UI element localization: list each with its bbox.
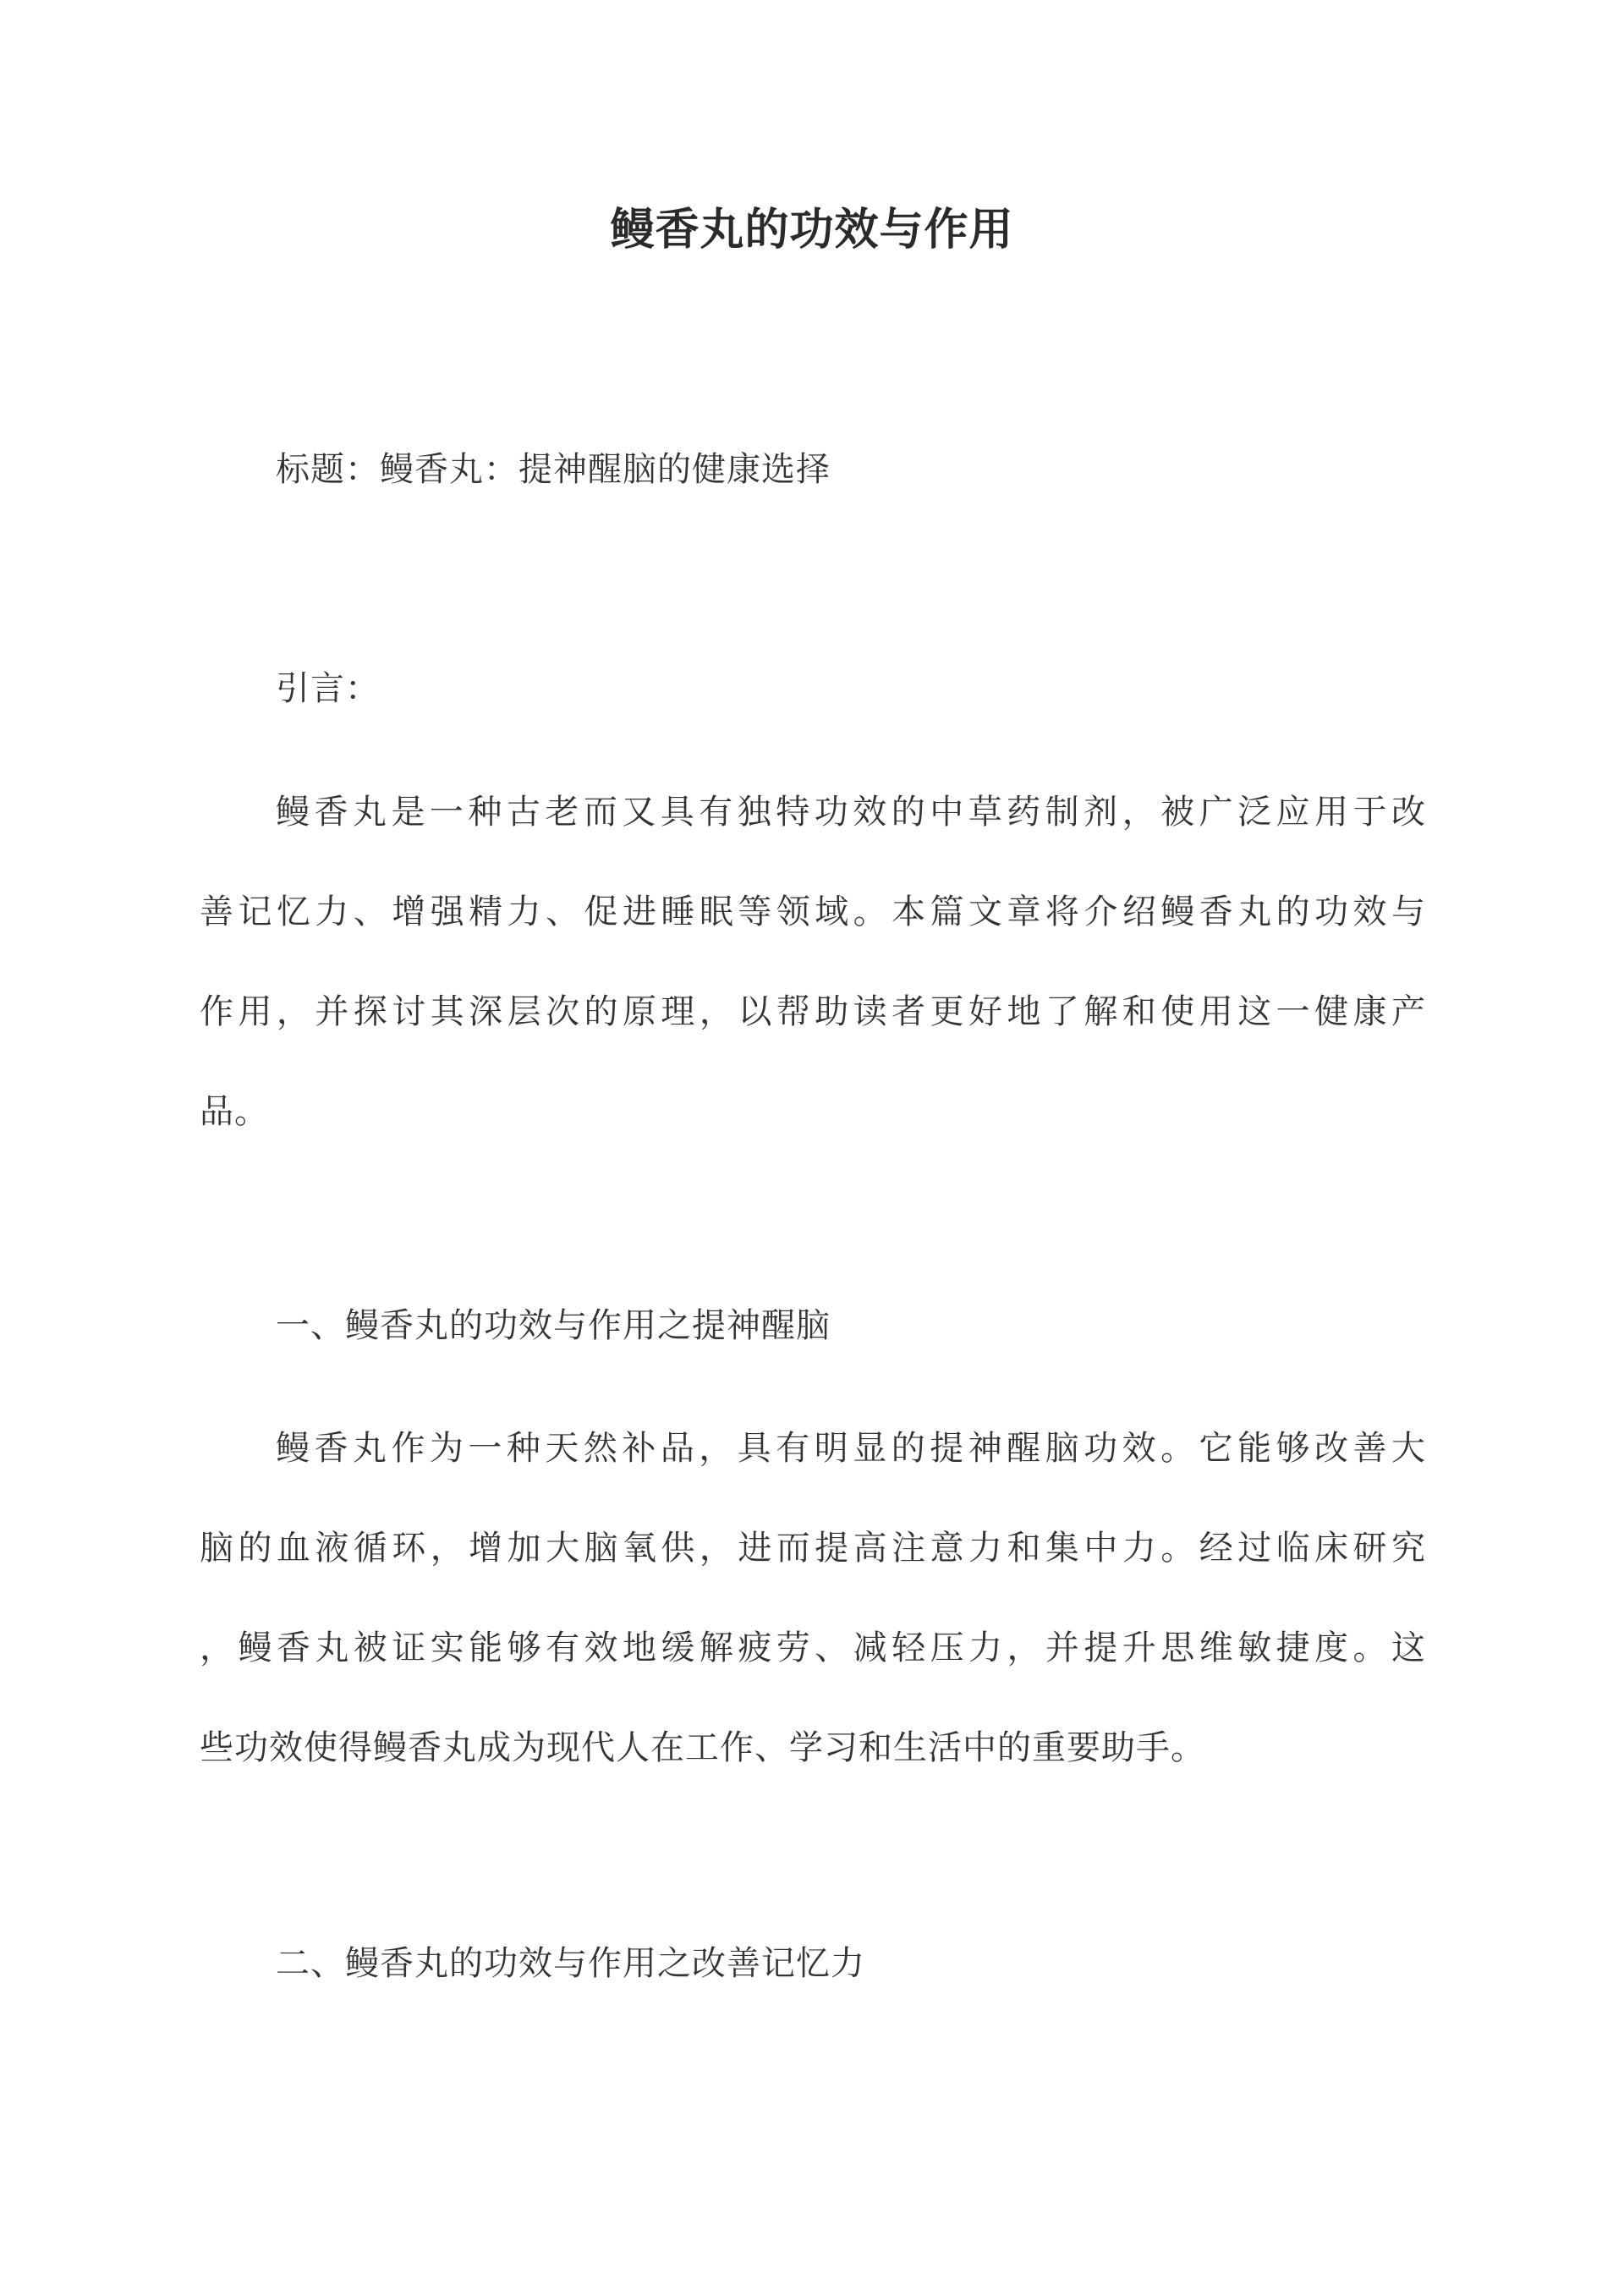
intro-paragraph-line: 善记忆力、增强精力、促进睡眠等领域。本篇文章将介绍鳗香丸的功效与	[200, 893, 1426, 931]
intro-heading: 引言：	[276, 669, 380, 708]
section-1-heading: 一、鳗香丸的功效与作用之提神醒脑	[276, 1306, 831, 1345]
intro-paragraph-line: 鳗香丸是一种古老而又具有独特功效的中草药制剂，被广泛应用于改	[276, 793, 1426, 832]
section-1-paragraph-line: 些功效使得鳗香丸成为现代人在工作、学习和生活中的重要助手。	[200, 1728, 1205, 1767]
intro-paragraph-line: 作用，并探讨其深层次的原理，以帮助读者更好地了解和使用这一健康产	[200, 992, 1426, 1031]
section-1-paragraph-line: 脑的血液循环，增加大脑氧供，进而提高注意力和集中力。经过临床研究	[200, 1529, 1426, 1568]
intro-paragraph-line: 品。	[200, 1092, 269, 1131]
document-subtitle: 标题：鳗香丸：提神醒脑的健康选择	[276, 450, 831, 489]
section-1-paragraph-line: ，鳗香丸被证实能够有效地缓解疲劳、减轻压力，并提升思维敏捷度。这	[200, 1629, 1426, 1667]
section-2-heading: 二、鳗香丸的功效与作用之改善记忆力	[276, 1944, 865, 1983]
document-title: 鳗香丸的功效与作用	[610, 204, 1014, 255]
section-1-paragraph-line: 鳗香丸作为一种天然补品，具有明显的提神醒脑功效。它能够改善大	[276, 1429, 1426, 1468]
